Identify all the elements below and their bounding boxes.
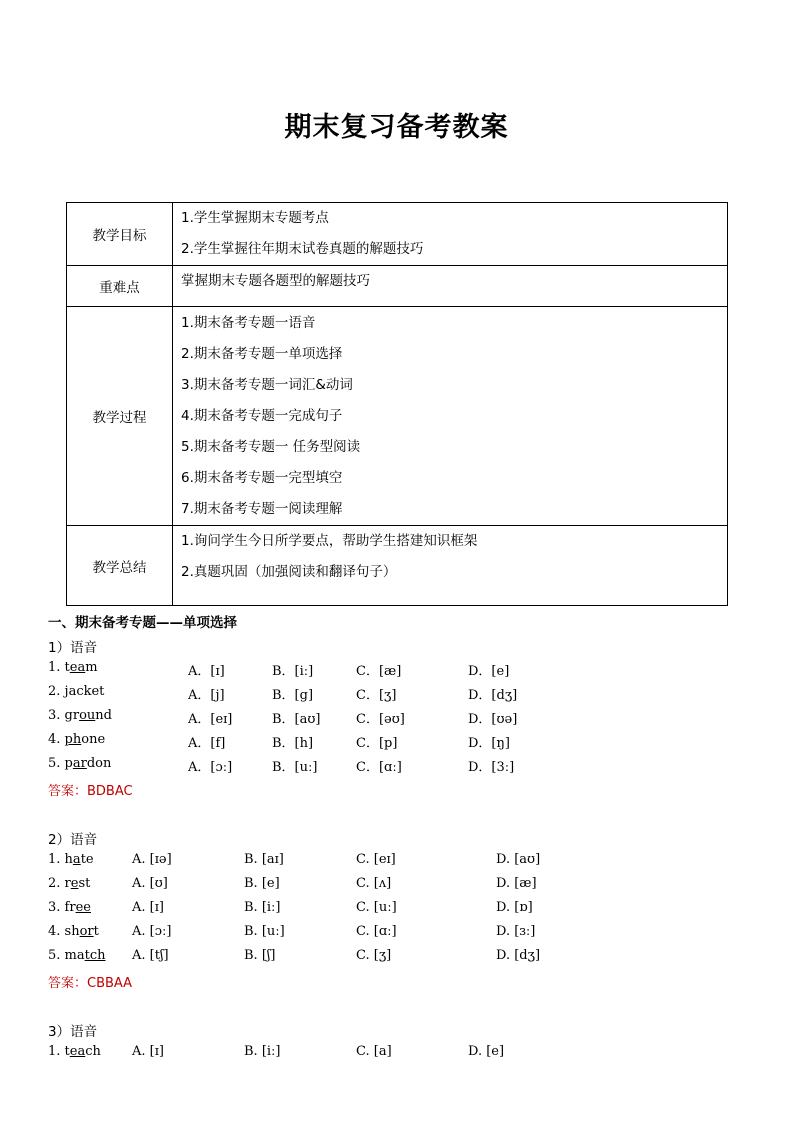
word-part: ch — [85, 1044, 101, 1059]
option-b[interactable]: B. [uː] — [244, 924, 285, 939]
process-line: 2.期末备考专题一单项选择 — [181, 345, 343, 362]
summary-label: 教学总结 — [67, 526, 173, 606]
word-part: t — [64, 660, 70, 675]
question-row — [0, 708, 793, 732]
question-word — [48, 684, 104, 699]
question-number: 2. — [48, 876, 61, 891]
process-line: 4.期末备考专题一完成句子 — [181, 407, 343, 424]
word-part: acket — [68, 684, 105, 699]
question-word — [48, 948, 106, 963]
underlined-letters: tch — [84, 948, 106, 963]
question-word — [48, 660, 98, 675]
option-a[interactable]: A．[ɪ] — [188, 664, 225, 679]
option-b[interactable]: B．[g] — [272, 688, 314, 703]
option-d[interactable]: D. [æ] — [496, 876, 537, 891]
option-c[interactable]: C. [a] — [356, 1044, 392, 1059]
option-a[interactable]: A．[f] — [188, 736, 226, 751]
option-d[interactable]: D．[ʊə] — [468, 712, 518, 727]
question-row — [0, 732, 793, 756]
question-number: 1. — [48, 1044, 61, 1059]
word-part: one — [81, 732, 106, 747]
question-word — [48, 924, 99, 939]
section-heading: 一、期末备考专题——单项选择 — [48, 615, 237, 631]
option-a[interactable]: A. [tʃ] — [132, 948, 169, 963]
option-a[interactable]: A. [ɪ] — [132, 900, 164, 915]
process-line: 6.期末备考专题一完型填空 — [181, 469, 343, 486]
question-number: 3. — [48, 900, 61, 915]
underlined-letters: ou — [79, 708, 96, 723]
option-d[interactable]: D．[e] — [468, 664, 510, 679]
option-c[interactable]: C．[æ] — [356, 664, 402, 679]
underlined-letters: a — [72, 852, 81, 867]
question-word — [48, 900, 91, 915]
summary-line: 2.真题巩固（加强阅读和翻译句子） — [181, 564, 397, 580]
option-b[interactable]: B．[iː] — [272, 664, 314, 679]
underlined-letters: or — [79, 924, 94, 939]
question-row — [0, 900, 793, 924]
option-b[interactable]: B. [aɪ] — [244, 852, 284, 867]
question-word — [48, 852, 94, 867]
option-c[interactable]: C. [ʌ] — [356, 876, 392, 891]
underlined-letters: ee — [75, 900, 91, 915]
word-part: t — [64, 1044, 70, 1059]
word-part: m — [85, 660, 98, 675]
option-b[interactable]: B. [iː] — [244, 1044, 281, 1059]
process-line: 3.期末备考专题一词汇&动词 — [181, 376, 353, 393]
underlined-letters: ea — [69, 1044, 86, 1059]
option-b[interactable]: B．[uː] — [272, 760, 318, 775]
question-row — [0, 756, 793, 780]
question-number: 2. — [48, 684, 61, 699]
question-number: 4. — [48, 732, 61, 747]
answer-line: 答案：BDBAC — [48, 784, 133, 799]
question-number: 1. — [48, 852, 61, 867]
option-d[interactable]: D．[ŋ] — [468, 736, 510, 751]
question-row — [0, 684, 793, 708]
word-part: h — [64, 852, 73, 867]
question-word — [48, 708, 112, 723]
word-part: r — [64, 876, 71, 891]
question-row — [0, 852, 793, 876]
answer-line: 答案：CBBAA — [48, 976, 133, 991]
question-number: 1. — [48, 660, 61, 675]
word-part: te — [80, 852, 94, 867]
question-number: 3. — [48, 708, 61, 723]
process-row — [67, 307, 728, 526]
option-b[interactable]: B. [iː] — [244, 900, 281, 915]
option-b[interactable]: B．[h] — [272, 736, 314, 751]
option-b[interactable]: B．[aʊ] — [272, 712, 321, 727]
summary-line: 1.询问学生今日所学要点，帮助学生搭建知识框架 — [181, 533, 478, 549]
underlined-letters: ea — [69, 660, 86, 675]
process-line: 5.期末备考专题一 任务型阅读 — [181, 438, 361, 455]
group-label: 2）语音 — [48, 832, 98, 848]
option-c[interactable]: C．[ɑː] — [356, 760, 402, 775]
option-a[interactable]: A. [ʊ] — [132, 876, 168, 891]
page-title: 期末复习备考教案 — [284, 112, 509, 143]
key-label: 重难点 — [67, 266, 173, 307]
option-a[interactable]: A. [ɪ] — [132, 1044, 164, 1059]
question-row — [0, 876, 793, 900]
goal-line: 2.学生掌握往年期末试卷真题的解题技巧 — [181, 241, 424, 257]
option-a[interactable]: A. [ɔː] — [132, 924, 172, 939]
goals-label: 教学目标 — [67, 203, 173, 266]
option-d[interactable]: D．[3ː] — [468, 760, 515, 775]
option-c[interactable]: C. [ʒ] — [356, 948, 392, 963]
word-part: p — [64, 756, 73, 771]
question-number: 5. — [48, 756, 61, 771]
question-number: 5. — [48, 948, 61, 963]
key-row — [67, 266, 728, 307]
question-word — [48, 1044, 101, 1059]
question-row — [0, 660, 793, 684]
option-c[interactable]: C. [eɪ] — [356, 852, 396, 867]
question-row — [0, 1044, 793, 1068]
summary-row — [67, 526, 728, 606]
key-line: 掌握期末专题各题型的解题技巧 — [181, 273, 370, 289]
option-d[interactable]: D. [dʒ] — [496, 948, 541, 963]
option-d[interactable]: D. [ɜː] — [496, 924, 536, 939]
word-part: gr — [64, 708, 80, 723]
option-d[interactable]: D. [aʊ] — [496, 852, 541, 867]
group-label: 3）语音 — [48, 1024, 98, 1040]
process-line: 1.期末备考专题一语音 — [181, 314, 316, 331]
word-part: fr — [64, 900, 76, 915]
option-d[interactable]: D．[dʒ] — [468, 688, 518, 703]
underlined-letters: j — [64, 684, 69, 699]
process-label: 教学过程 — [67, 307, 173, 526]
option-b[interactable]: B. [ʃ] — [244, 948, 276, 963]
group-label: 1）语音 — [48, 640, 98, 656]
underlined-letters: ar — [72, 756, 87, 771]
question-word — [48, 732, 105, 747]
question-row — [0, 948, 793, 972]
option-c[interactable]: C．[əʊ] — [356, 712, 405, 727]
goals-row — [67, 203, 728, 266]
question-row — [0, 924, 793, 948]
option-c[interactable]: C．[p] — [356, 736, 398, 751]
question-word — [48, 876, 90, 891]
underlined-letters: ph — [64, 732, 82, 747]
word-part: t — [93, 924, 99, 939]
option-d[interactable]: D. [e] — [468, 1044, 505, 1059]
word-part: don — [86, 756, 112, 771]
option-a[interactable]: A．[j] — [188, 688, 225, 703]
underlined-letters: e — [70, 876, 79, 891]
option-c[interactable]: C. [ɑː] — [356, 924, 397, 939]
option-a[interactable]: A．[eɪ] — [188, 712, 233, 727]
question-number: 4. — [48, 924, 61, 939]
goal-line: 1.学生掌握期末专题考点 — [181, 210, 329, 226]
word-part: sh — [64, 924, 80, 939]
question-word — [48, 756, 111, 771]
word-part: ma — [64, 948, 85, 963]
option-a[interactable]: A. [ɪə] — [132, 852, 172, 867]
option-d[interactable]: D. [ɒ] — [496, 900, 533, 915]
option-c[interactable]: C．[ʒ] — [356, 688, 397, 703]
option-c[interactable]: C. [uː] — [356, 900, 397, 915]
lesson-plan-table — [66, 202, 728, 606]
word-part: st — [78, 876, 91, 891]
option-a[interactable]: A．[ɔː] — [188, 760, 233, 775]
process-line: 7.期末备考专题一阅读理解 — [181, 500, 343, 517]
option-b[interactable]: B. [e] — [244, 876, 280, 891]
word-part: nd — [95, 708, 112, 723]
